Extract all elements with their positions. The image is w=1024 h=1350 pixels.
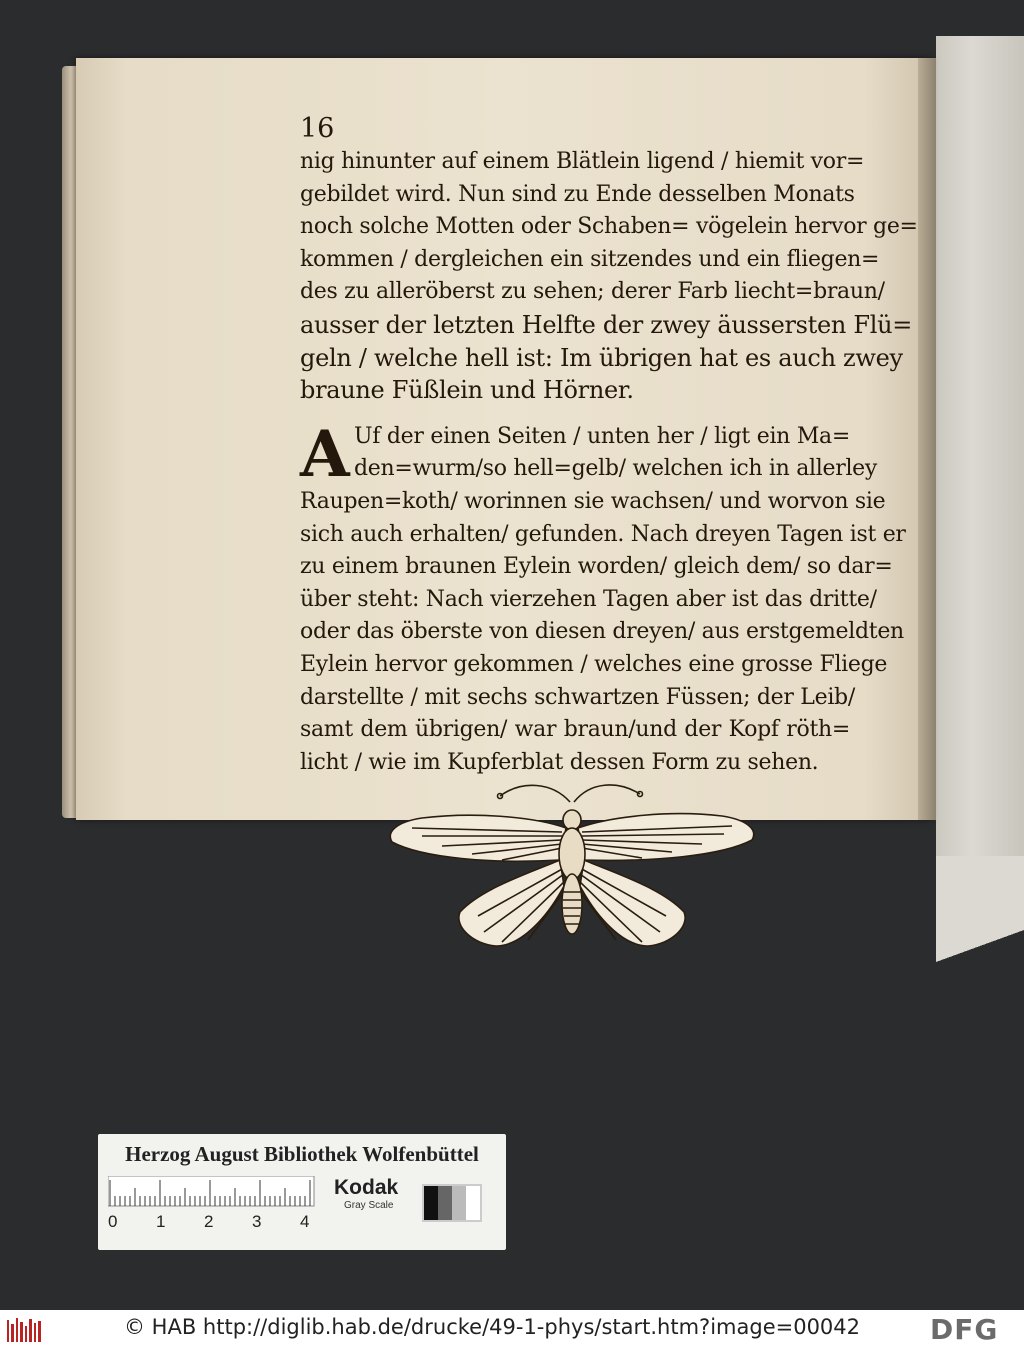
text-line: darstellte / mit sechs schwartzen Füssen; der Leib/ [300,684,855,710]
gray-scale-swatches [422,1184,482,1222]
barcode-logo-icon [6,1316,44,1344]
ruler-number: 4 [300,1212,310,1231]
page-number: 16 [300,113,335,144]
page-gutter [918,58,936,820]
text-line: zu einem braunen Eylein worden/ gleich dem/ so dar= [300,554,893,580]
library-title: Herzog August Bibliothek Wolfenbüttel [125,1142,479,1166]
text-line: noch solche Motten oder Schaben= vögelein hervor ge= [300,214,918,240]
kodak-subtitle: Gray Scale [344,1200,394,1211]
ruler-number: 3 [252,1212,262,1231]
ruler-numbers [108,1212,328,1236]
ruler-number: 1 [156,1212,166,1231]
text-line: ausser der letzten Helfte der zwey äussersten Flü= [300,310,913,339]
text-line: des zu alleröberst zu sehen; derer Farb liecht=braun/ [300,279,885,305]
text-line: den=wurm/so hell=gelb/ welchen ich in allerley [354,456,878,482]
text-line: über steht: Nach vierzehen Tagen aber ist das dritte/ [300,586,877,612]
paragraph-2 [300,416,906,780]
moth-illustration [382,776,762,956]
text-line: gebildet wird. Nun sind zu Ende desselben Monats [300,181,855,207]
text-line: licht / wie im Kupferblat dessen Form zu sehen. [300,749,819,775]
library-label-card [98,1134,506,1250]
text-line: Eylein hervor gekommen / welches eine grosse Fliege [300,651,888,677]
text-line: sich auch erhalten/ gefunden. Nach dreyen Tagen ist er [300,521,906,547]
viewer-footer [0,1310,1024,1350]
ruler-number: 2 [204,1212,214,1231]
ruler-scale [108,1176,318,1208]
ruler-number: 0 [108,1212,118,1231]
drop-cap: A [300,416,350,492]
text-line: nig hinunter auf einem Blätlein ligend / hiemit vor= [300,149,865,174]
text-line: oder das öberste von diesen dreyen/ aus erstgemeldten [300,619,904,645]
text-line: Uf der einen Seiten / unten her / ligt ein Ma= [354,423,850,449]
kodak-logo: Kodak [334,1176,399,1199]
copyright-link[interactable]: © HAB http://diglib.hab.de/drucke/49-1-phys/start.htm?image=00042 [124,1315,861,1339]
paragraph-1 [300,146,918,407]
text-line: braune Füßlein und Hörner. [300,376,634,405]
text-line: geln / welche hell ist: Im übrigen hat es auch zwey [300,343,903,372]
text-line: kommen / dergleichen ein sitzendes und ein fliegen= [300,246,880,272]
dfg-logo: DFG [930,1313,999,1346]
text-line: samt dem übrigen/ war braun/und der Kopf röth= [300,717,850,743]
facing-page [936,36,1024,1036]
page-text [300,112,918,779]
text-line: Raupen=koth/ worinnen sie wachsen/ und worvon sie [300,488,886,514]
